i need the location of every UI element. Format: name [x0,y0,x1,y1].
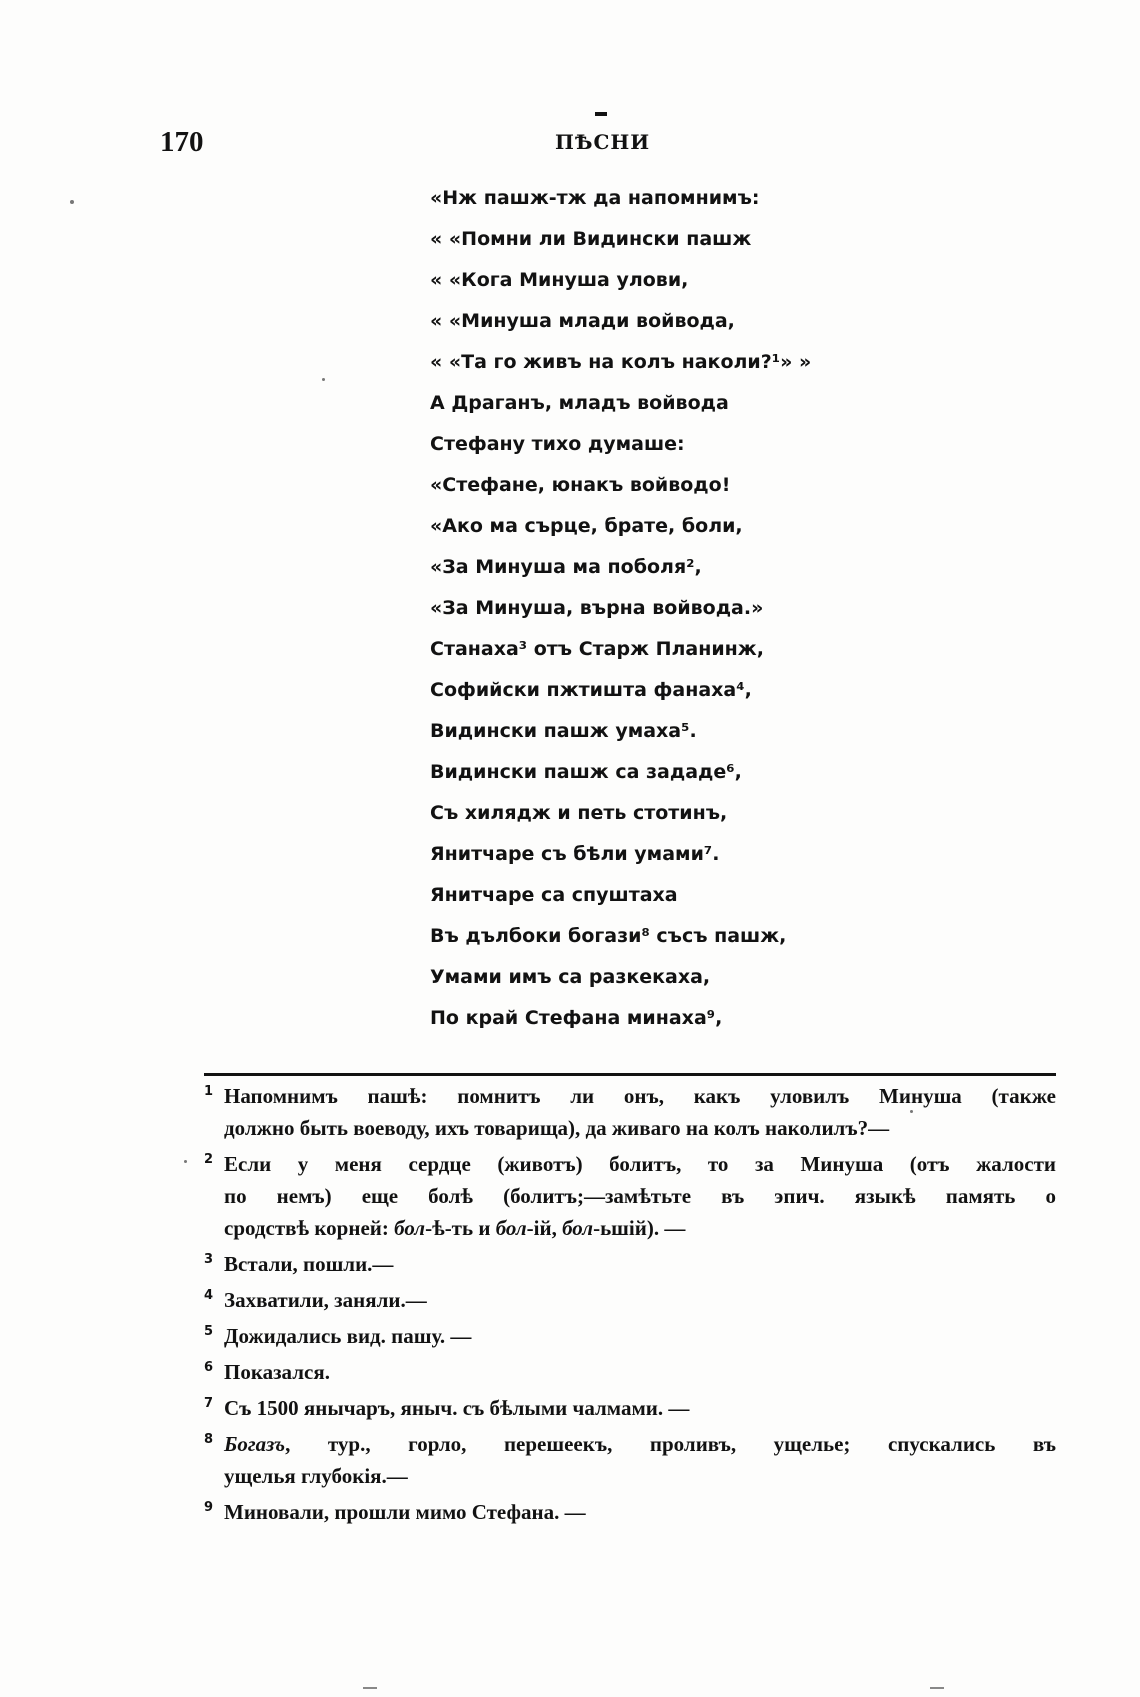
footnote-italic: бол [495,1216,527,1240]
verse-line: Станаха³ отъ Старж Планинж, [430,638,764,660]
footnote-list [206,1080,1056,1532]
footnote-text-line: ущелья глубокія.— [224,1464,408,1488]
verse-line: « «Та го живъ на колъ наколи?¹» » [430,351,812,373]
page-number: 170 [160,126,204,158]
verse-line: Видински пашж са зададе⁶, [430,761,742,783]
footnote [206,1284,1056,1316]
verse-line: «За Минуша ма поболя², [430,556,702,578]
verse-line: По край Стефана минаха⁹, [430,1007,723,1029]
verse-line: «Ако ма сърце, брате, боли, [430,515,743,537]
footnote-divider [204,1073,1056,1076]
footnote-number: 5 [204,1324,214,1339]
footnote-number: 6 [204,1360,214,1375]
footnote-italic: Богазъ [224,1432,286,1456]
verse-line: Умами имъ са разкекаха, [430,966,711,988]
footnote-text-line: Если у меня сердце (животъ) болитъ, то за Минуша (отъ жалости [224,1152,1056,1176]
verse-line: «Нж пашж-тж да напомнимъ: [430,187,760,209]
footnote-text: Миновали, прошли мимо Стефана. — [224,1500,586,1524]
footnote-text: Встали, пошли.— [224,1252,394,1276]
verse-line: Стефану тихо думаше: [430,433,685,455]
verse-line: «Стефане, юнакъ войводо! [430,474,731,496]
footnote-text: , тур., горло, перешеекъ, проливъ, ущелье; спускались въ [285,1432,1056,1456]
scan-edge-mark [930,1687,944,1689]
verse-line: Янитчаре са спуштаха [430,884,678,906]
footnote-text: Съ 1500 янычаръ, яныч. съ бѣлыми чалмами. — [224,1396,690,1420]
footnote-text: Захватили, заняли.— [224,1288,427,1312]
footnote-italic: бол [394,1216,426,1240]
verse-line: « «Помни ли Видински пашж [430,228,752,250]
footnote-text: -ій, [526,1216,563,1240]
footnote-text: Дожидались вид. пашу. — [224,1324,472,1348]
title-ornament [595,112,607,116]
scan-speck [184,1160,187,1163]
footnote-text-line [224,1216,685,1240]
footnote-text-line: Напомнимъ пашѣ: помнитъ ли онъ, какъ уловилъ Минуша (также [224,1084,1056,1108]
footnote-number: 1 [204,1084,214,1099]
footnote [206,1356,1056,1388]
verse-line: « «Минуша млади войвода, [430,310,735,332]
scan-speck [910,1110,913,1113]
verse-line: А Драганъ, младъ войвода [430,392,729,414]
footnote-text-line: должно быть воеводу, ихъ товарища), да живаго на колъ наколилъ?— [224,1116,890,1140]
footnote-italic: бол [562,1216,594,1240]
footnote [206,1248,1056,1280]
footnote-number: 9 [204,1500,214,1515]
scan-speck [70,200,74,204]
footnote [206,1148,1056,1244]
footnote-number: 2 [204,1152,214,1167]
verse-line: Софийски пжтишта фанаха⁴, [430,679,752,701]
verse-line: Въ дълбоки богази⁸ съсъ пашж, [430,925,787,947]
running-title: ПѢСНИ [555,130,651,154]
footnote [206,1496,1056,1528]
footnote-number: 8 [204,1432,214,1447]
footnote-text-line [224,1428,1056,1460]
footnote [206,1320,1056,1352]
footnote-number: 7 [204,1396,214,1411]
footnote [206,1392,1056,1424]
footnote-text-line: по немъ) еще болѣ (болитъ;—замѣтьте въ эпич. языкѣ память о [224,1184,1056,1208]
scan-speck [322,378,325,381]
scan-edge-mark [363,1687,377,1689]
verse-list [430,178,1070,1039]
page-header [0,126,1140,166]
footnote-number: 3 [204,1252,214,1267]
footnote-text: -ьшій). — [593,1216,686,1240]
footnote-text: -ѣ-ть и [425,1216,496,1240]
verse-line: Съ хилядж и петь стотинъ, [430,802,728,824]
verse-line: Видински пашж умаха⁵. [430,720,697,742]
verse-line: «За Минуша, върна войвода.» [430,597,764,619]
verse-line: « «Кога Минуша улови, [430,269,689,291]
verse-line: Янитчаре съ бѣли умами⁷. [430,843,720,865]
footnote-number: 4 [204,1288,214,1303]
footnote-text: сродствѣ корней: [224,1216,395,1240]
footnote [206,1428,1056,1492]
footnote [206,1080,1056,1144]
footnote-text: Показался. [224,1360,330,1384]
